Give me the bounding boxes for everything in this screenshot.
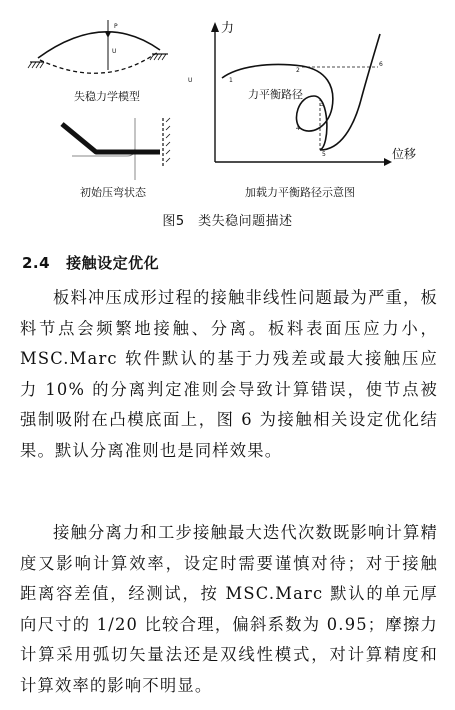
figure-5 xyxy=(0,0,455,240)
path-point-5: 5 xyxy=(322,151,326,158)
path-point-1: 1 xyxy=(229,77,233,84)
figure-caption: 图5 类失稳问题描述 xyxy=(162,214,293,229)
initial-state-label: 初始压弯状态 xyxy=(80,186,146,199)
section-heading xyxy=(22,252,175,273)
x-axis-label: 位移 xyxy=(392,147,417,161)
displacement-u-label-2: U xyxy=(188,77,193,84)
model-label: 失稳力学模型 xyxy=(74,90,140,103)
displacement-u-label: U xyxy=(112,48,117,55)
path-point-3: 3 xyxy=(320,101,324,108)
paragraph-1: 板料冲压成形过程的接触非线性问题最为严重，板料节点会频繁地接触、分离。板料表面压应力小，MSC.Marc 软件默认的基于力残差或最大接触压应力 10% 的分离判定准则会导致计算错误，使节点被强制吸附在凸模底面上，图 6 为接触相关设定优化结果。默认分离准则也是同样效果。 xyxy=(20,288,438,460)
paragraph-2: 接触分离力和工步接触最大迭代次数既影响计算精度又影响计算效率，设定时需要谨慎对待；对于接触距离容差值，经测试，按 MSC.Marc 默认的单元厚向尺寸的 1/20 比较合理，偏斜系数为 0.95；摩擦力计算采用弧切矢量法还是双线性模式，对计算精度和计算效率的影响不明显。 xyxy=(20,523,438,695)
y-axis-label: 力 xyxy=(221,21,235,36)
path-point-6: 6 xyxy=(379,61,383,68)
load-p-label: P xyxy=(114,23,118,30)
section-title: 接触设定优化 xyxy=(66,254,160,272)
schematic-label: 加载力平衡路径示意图 xyxy=(245,186,355,199)
path-label: 力平衡路径 xyxy=(248,88,303,101)
equilibrium-path-chart xyxy=(188,20,416,199)
path-point-2: 2 xyxy=(296,67,300,74)
initial-bending-diagram xyxy=(62,118,170,199)
buckling-model-diagram xyxy=(28,20,168,103)
section-number: 2.4 xyxy=(22,254,51,272)
figure-5-graphic xyxy=(0,0,455,240)
path-point-4: 4 xyxy=(296,125,300,132)
